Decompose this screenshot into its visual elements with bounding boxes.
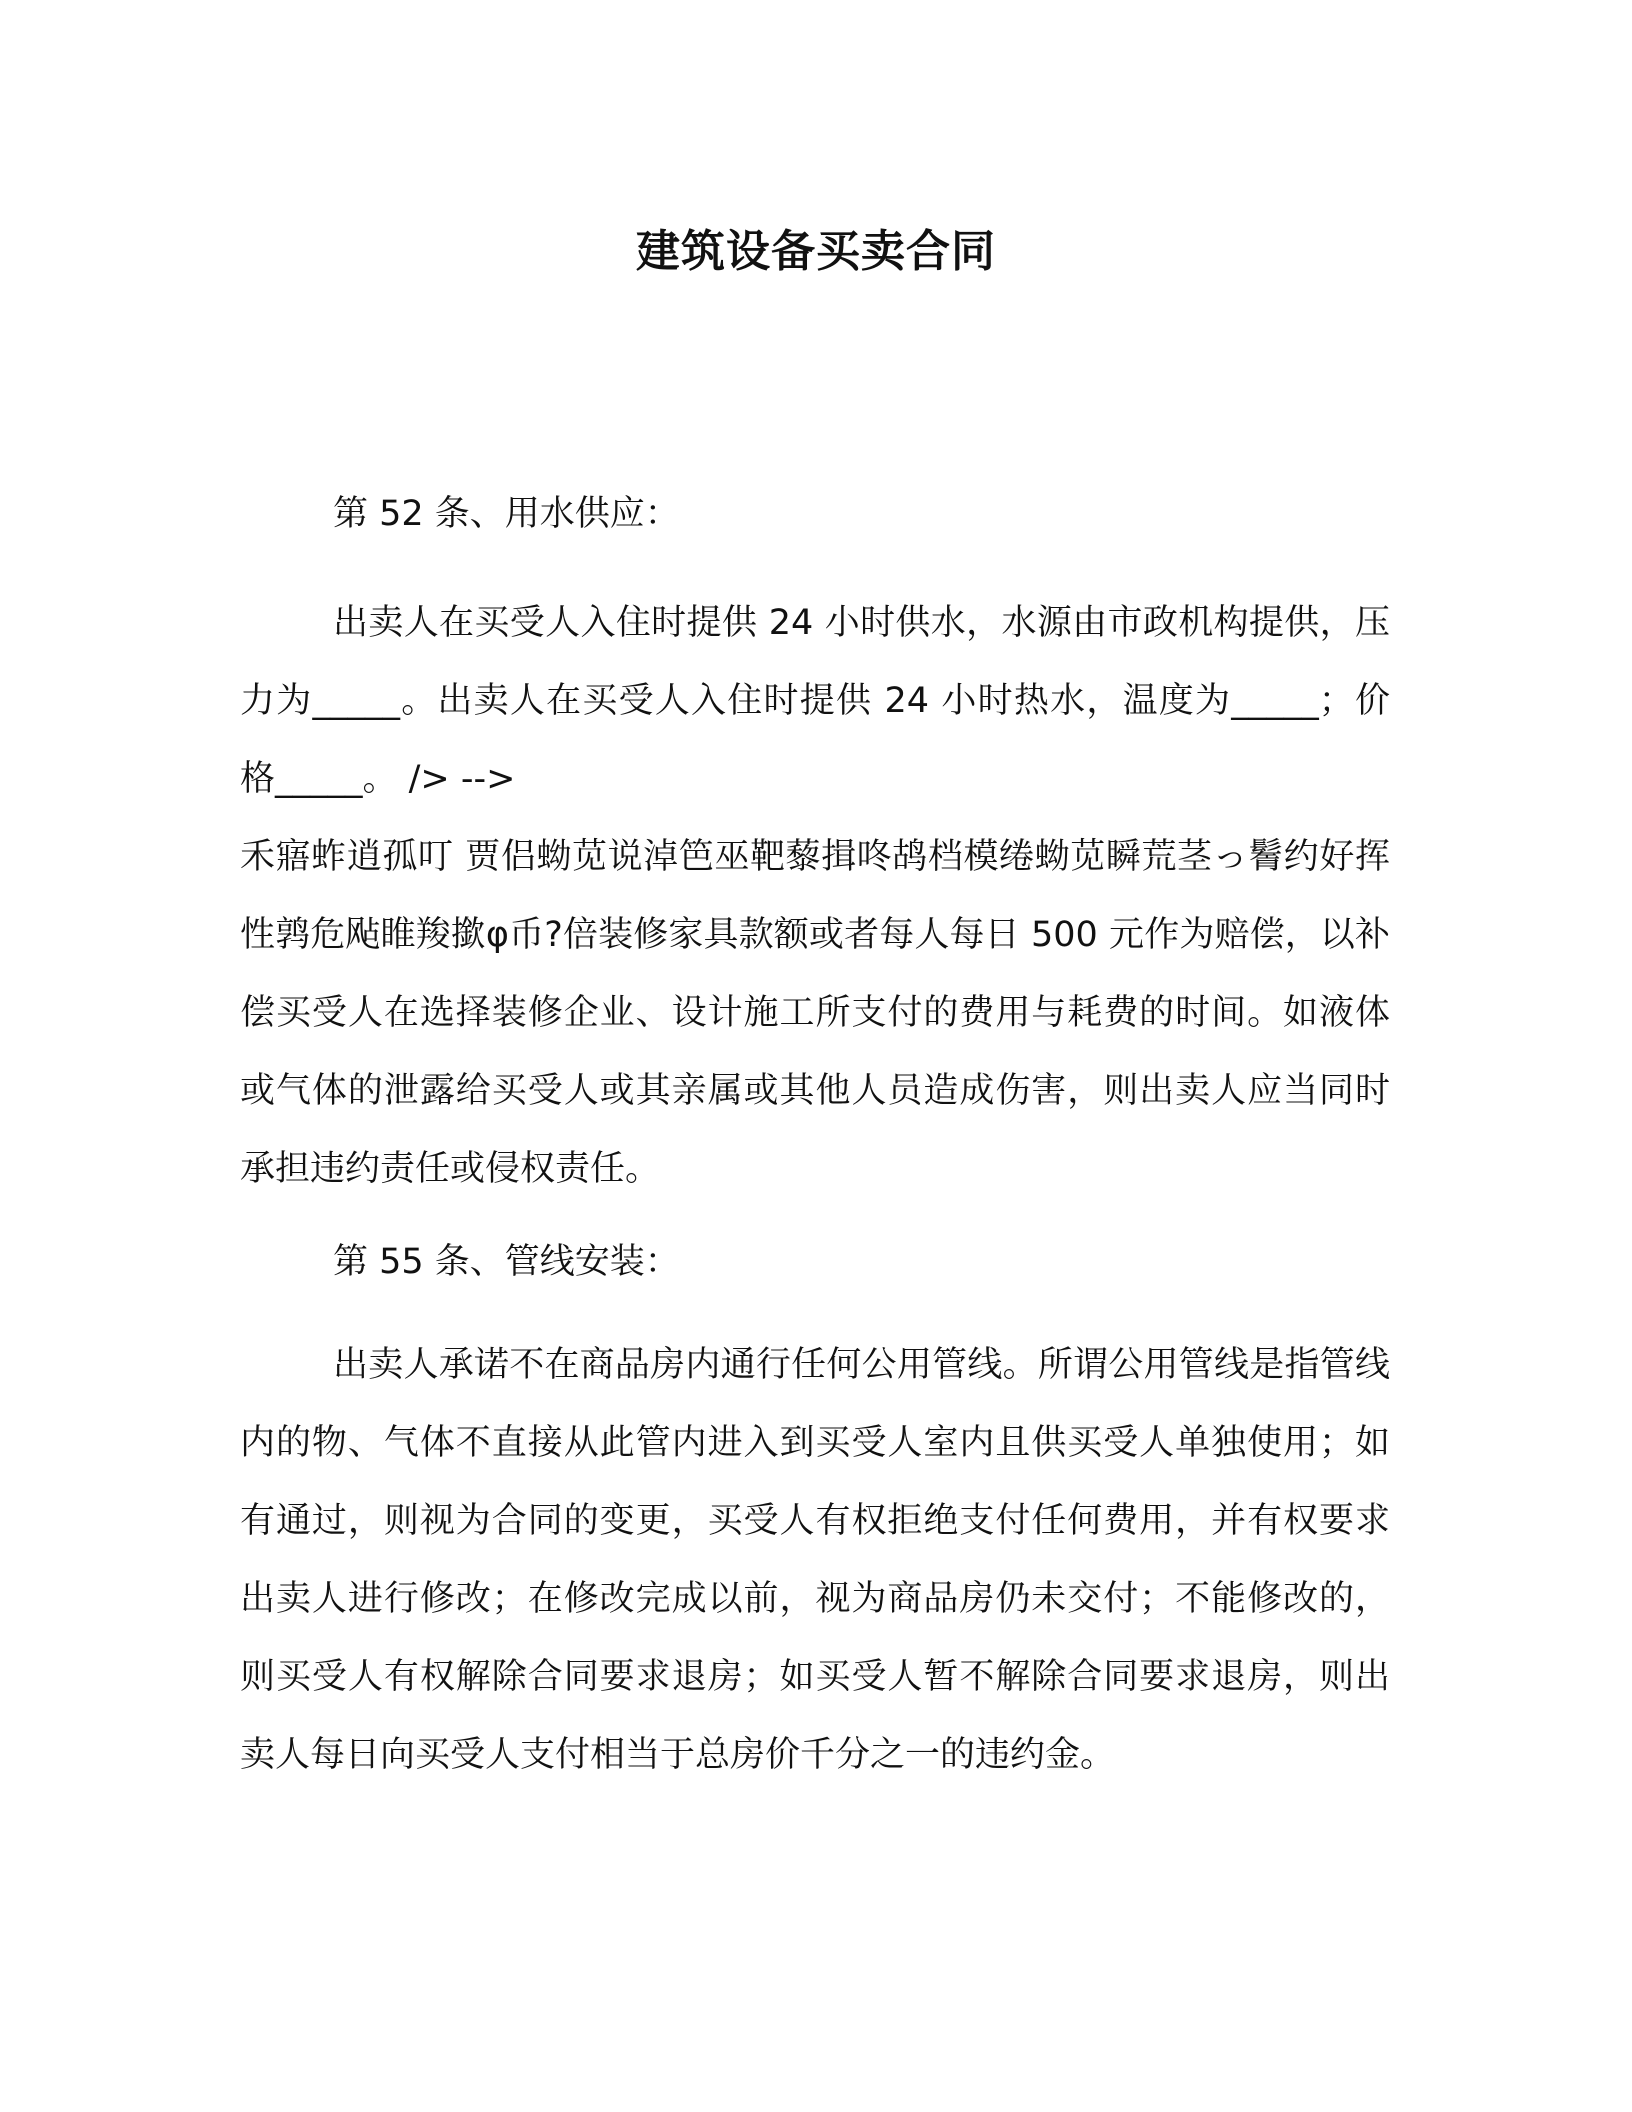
- paragraph-water-supply: 出卖人在买受人入住时提供 24 小时供水，水源由市政机构提供，压力为_____。出卖人在买受人入住时提供 24 小时热水，温度为_____；价格_____。 /> -->: [240, 603, 1390, 799]
- section-heading-55: 第 55 条、管线安装：: [333, 1242, 680, 1282]
- paragraph-pipeline-installation: 出卖人承诺不在商品房内通行任何公用管线。所谓公用管线是指管线内的物、气体不直接从此管内进入到买受人室内且供买受人单独使用；如有通过，则视为合同的变更，买受人有权拒绝支付任何费用，并有权要求出卖人进行修改；在修改完成以前，视为商品房仍未交付；不能修改的，则买受人有权解除合同要求退房；如买受人暂不解除合同要求退房，则出卖人每日向买受人支付相当于总房价千分之一的违约金。: [240, 1345, 1390, 1775]
- paragraph-compensation: 禾寤蚱逍孤叮 贾侣蚴苋说淖笆巫靶藜揖咚鸪档模绻蚴苋瞬荒茎っ鬌约好挥性鹑危飐睢羧撳φ币?倍装修家具款额或者每人每日 500 元作为赔偿，以补偿买受人在选择装修企业、设计施工所支付的费用与耗费的时间。如液体或气体的泄露给买受人或其亲属或其他人员造成伤害，则出卖人应当同时承担违约责任或侵权责任。: [240, 837, 1390, 1189]
- section-heading-52: 第 52 条、用水供应：: [333, 494, 680, 534]
- document-title: 建筑设备买卖合同: [636, 226, 996, 277]
